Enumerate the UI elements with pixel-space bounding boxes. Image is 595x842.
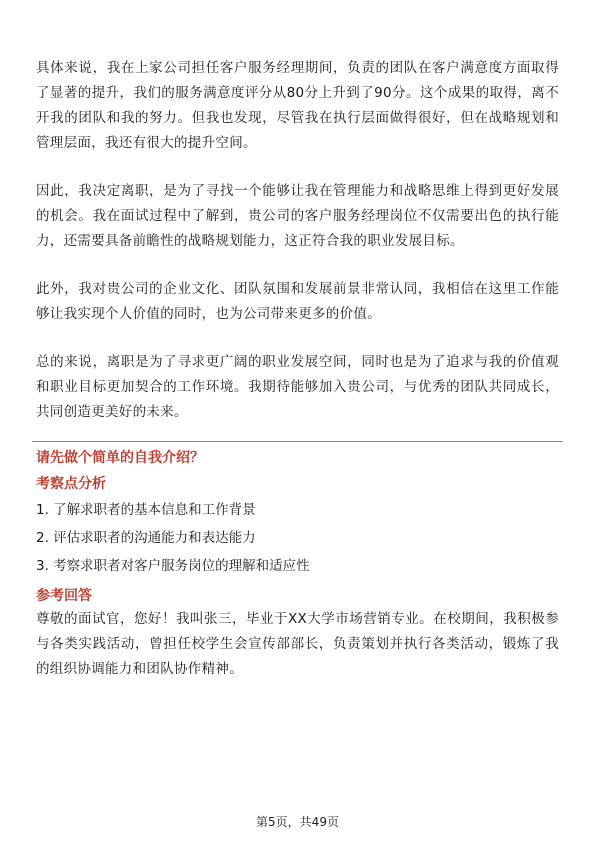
paragraph-3: 此外，我对贵公司的企业文化、团队氛围和发展前景非常认同，我相信在这里工作能够让我实现个人价值的同时，也为公司带来更多的价值。 — [36, 281, 559, 322]
analysis-list — [36, 498, 559, 579]
list-item: 2. 评估求职者的沟通能力和表达能力 — [36, 530, 256, 546]
reference-answer: 尊敬的面试官，您好！我叫张三，毕业于XX大学市场营销专业。在校期间，我积极参与各类实践活动，曾担任校学生会宣传部部长，负责策划并执行各类活动，锻炼了我的组织协调能力和团队协作精神。 — [36, 611, 559, 677]
page-number: 第5页，共49页 — [256, 815, 339, 829]
list-item: 3. 考察求职者对客户服务岗位的理解和适应性 — [36, 558, 310, 574]
section-divider — [32, 441, 563, 442]
paragraph-1: 具体来说，我在上家公司担任客户服务经理期间，负责的团队在客户满意度方面取得了显著的提升，我们的服务满意度评分从80分上升到了90分。这个成果的取得，离不开我的团队和我的努力。但我也发现，尽管我在执行层面做得很好，但在战略规划和管理层面，我还有很大的提升空间。 — [36, 60, 559, 151]
page-content — [36, 56, 559, 682]
paragraph-4: 总的来说，离职是为了寻求更广阔的职业发展空间，同时也是为了追求与我的价值观和职业目标更加契合的工作环境。我期待能够加入贵公司，与优秀的团队共同成长，共同创造更美好的未来。 — [36, 354, 559, 420]
analysis-heading: 考察点分析 — [36, 476, 106, 492]
paragraph-2: 因此，我决定离职，是为了寻找一个能够让我在管理能力和战略思维上得到更好发展的机会。我在面试过程中了解到，贵公司的客户服务经理岗位不仅需要出色的执行能力，还需要具备前瞻性的战略规划能力，这正符合我的职业发展目标。 — [36, 183, 559, 249]
question-heading: 请先做个简单的自我介绍？ — [36, 450, 204, 466]
list-item: 1. 了解求职者的基本信息和工作背景 — [36, 502, 256, 518]
reference-heading: 参考回答 — [36, 588, 92, 604]
